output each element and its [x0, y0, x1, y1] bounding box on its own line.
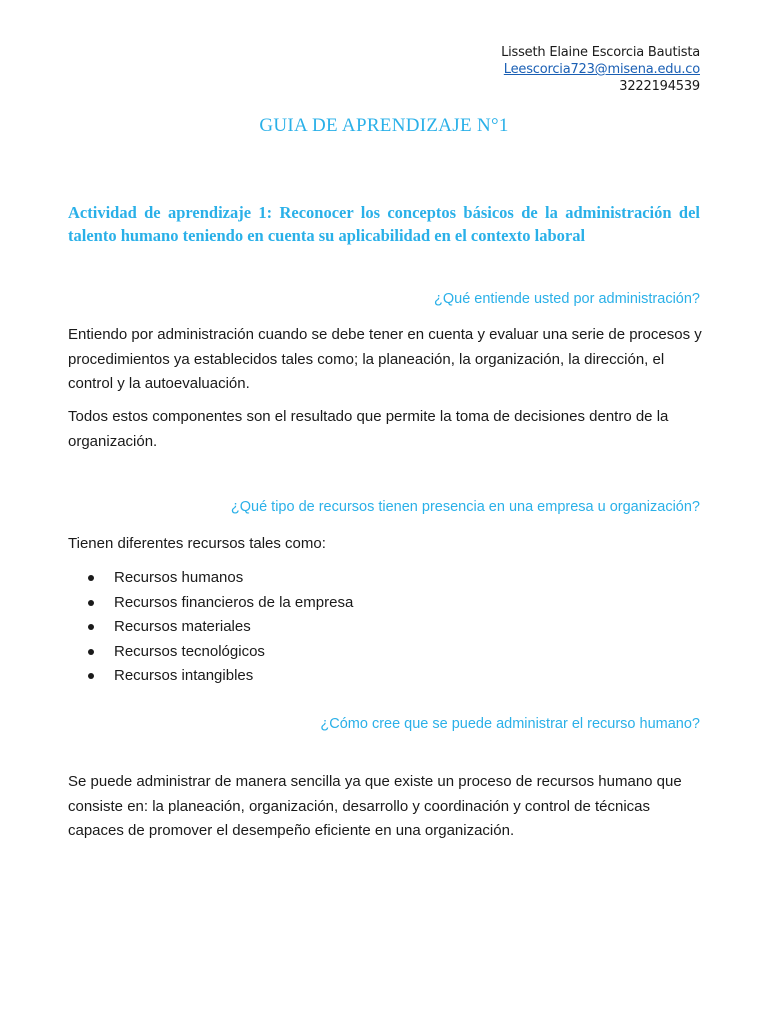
activity-heading: Actividad de aprendizaje 1: Reconocer los conceptos básicos de la administración del talento humano teniendo en cuenta su aplicabilidad en el contexto laboral: [68, 203, 700, 245]
bullet-icon: [88, 624, 94, 630]
resources-list: [68, 566, 353, 689]
list-item: [68, 591, 353, 616]
list-item: [68, 615, 353, 640]
list-item-label: Recursos materiales: [114, 618, 251, 635]
bullet-icon: [88, 649, 94, 655]
answer-paragraph: Entiendo por administración cuando se debe tener en cuenta y evaluar una serie de procesos y procedimientos ya establecidos tales como; la planeación, la organización, la dirección, el control y la autoevaluación.: [68, 326, 702, 392]
answer-paragraph: Todos estos componentes son el resultado que permite la toma de decisiones dentro de la organización.: [68, 408, 669, 450]
author-name: Lisseth Elaine Escorcia Bautista: [501, 45, 700, 60]
question-human-resource: ¿Cómo cree que se puede administrar el recurso humano?: [320, 716, 700, 732]
list-item: [68, 664, 353, 689]
phone-number: 3222194539: [619, 79, 700, 94]
author-block: [501, 44, 700, 95]
document-title: GUIA DE APRENDIZAJE N°1: [259, 115, 509, 136]
email-link[interactable]: Leescorcia723@misena.edu.co: [503, 62, 700, 77]
question-resources: ¿Qué tipo de recursos tienen presencia en una empresa u organización?: [230, 499, 700, 515]
bullet-icon: [88, 673, 94, 679]
bullet-icon: [88, 600, 94, 606]
bullet-icon: [88, 575, 94, 581]
list-item: [68, 566, 353, 591]
question-administration: ¿Qué entiende usted por administración?: [434, 291, 700, 307]
resources-intro: Tienen diferentes recursos tales como:: [68, 535, 326, 552]
list-item-label: Recursos humanos: [114, 569, 244, 586]
list-item-label: Recursos tecnológicos: [114, 642, 265, 660]
list-item-label: Recursos financieros de la empresa: [114, 593, 354, 611]
answer-paragraph: Se puede administrar de manera sencilla ya que existe un proceso de recursos humano que consiste en: la planeación, organización, desarrollo y coordinación y control de técnicas capaces de promover el desempeño eficiente en una organización.: [68, 773, 682, 839]
list-item-label: Recursos intangibles: [114, 667, 254, 684]
list-item: [68, 640, 353, 665]
